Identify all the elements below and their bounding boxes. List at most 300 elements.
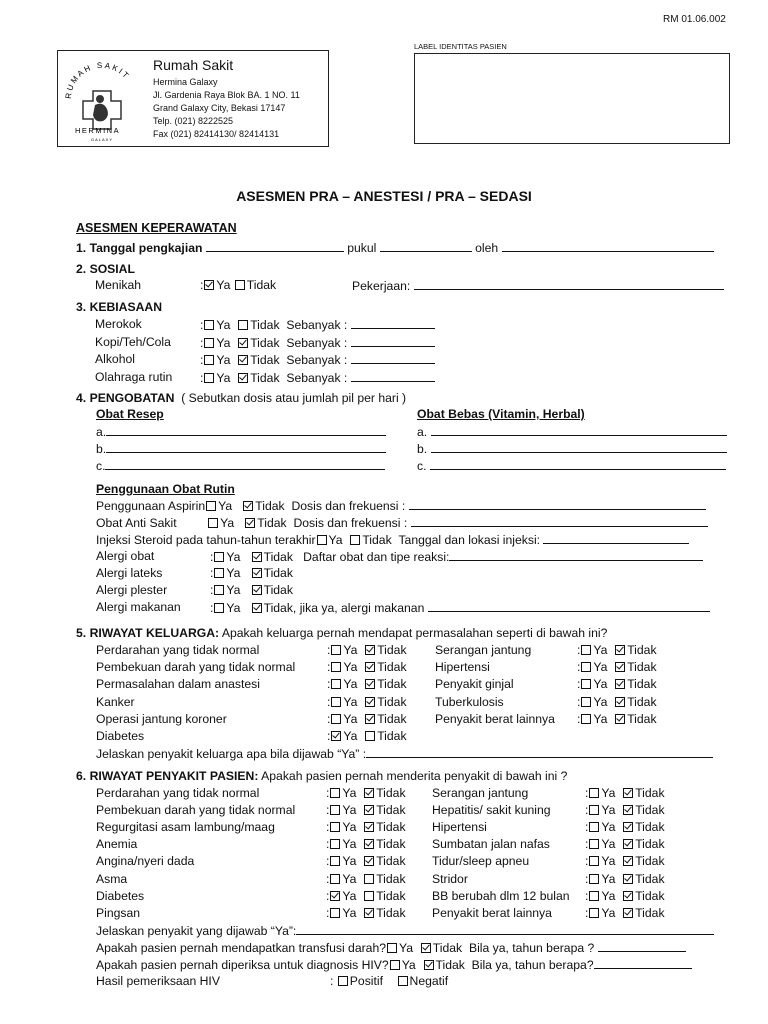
tidak-label: Tidak [376, 888, 406, 903]
keluarga-ya-checkbox[interactable] [581, 714, 591, 724]
keluarga-ya-checkbox[interactable] [581, 679, 591, 689]
keluarga-options: : Ya Tidak [577, 677, 657, 692]
keluarga-label: Tuberkulosis [435, 694, 504, 709]
tidak-label: Tidak [627, 660, 657, 675]
tidak-label: Tidak [263, 550, 293, 564]
ya-label: Ya [343, 729, 358, 743]
keluarga-label: Serangan jantung [435, 643, 532, 657]
keluarga-row [96, 694, 135, 710]
obat-resep-field[interactable] [106, 440, 386, 453]
pasien-options: : Ya Tidak [326, 905, 406, 920]
obat-bebas-field[interactable] [430, 457, 726, 470]
kebiasaan-row [95, 316, 142, 332]
keluarga-options: : Ya Tidak [577, 660, 657, 675]
keluarga-tidak-checkbox[interactable] [615, 662, 625, 672]
keluarga-label: Pembekuan darah yang tidak normal [96, 660, 296, 675]
pasien-tidak-checkbox[interactable] [364, 856, 374, 866]
aspirin-label: Penggunaan Aspirin [96, 499, 206, 513]
alergi-obat-options: : Ya Tidak Daftar obat dan tipe reaksi: [210, 548, 703, 565]
kebiasaan-ya-checkbox[interactable] [204, 320, 214, 330]
ya-label: Ya [343, 660, 358, 675]
s2-label: SOSIAL [89, 262, 135, 276]
tidak-label: Tidak [635, 803, 665, 818]
tidak-label: Tidak [377, 729, 407, 743]
pasien-options: : Ya Tidak [585, 786, 665, 800]
ya-label: Ya [342, 871, 357, 886]
rm-code: RM 01.06.002 [663, 14, 726, 25]
ya-label: Ya [601, 854, 616, 869]
tidak-label: Tidak [257, 516, 287, 530]
tidak-label: Tidak [376, 905, 406, 920]
pukul-field[interactable] [380, 239, 472, 252]
aspirin-dosis-field[interactable] [409, 497, 706, 510]
ya-label: Ya [343, 643, 358, 657]
ya-label: Ya [342, 820, 357, 835]
kebiasaan-label: Alkohol [95, 352, 135, 366]
row-tanggal [76, 239, 714, 256]
keluarga-ya-checkbox[interactable] [331, 714, 341, 724]
tidak-label: Tidak [376, 786, 406, 800]
keluarga-row [96, 728, 144, 744]
pasien-ya-checkbox[interactable] [330, 908, 340, 918]
menikah-ya-checkbox[interactable] [204, 280, 214, 290]
logo-brand-text: HERMINA [75, 126, 121, 135]
pasien-label: Hipertensi [432, 820, 487, 835]
kebiasaan-tidak-checkbox[interactable] [238, 320, 248, 330]
antisakit-label: Obat Anti Sakit [96, 516, 177, 530]
pasien-options: : Ya Tidak [585, 905, 665, 920]
pasien-options: : Ya Tidak [585, 871, 665, 886]
steroid-label: Injeksi Steroid pada tahun-tahun terakhir [96, 533, 316, 547]
s3-num: 3. [76, 300, 87, 314]
pasien-ya-checkbox[interactable] [330, 822, 340, 832]
antisakit-tidak-checkbox[interactable] [245, 518, 255, 528]
pasien-row [432, 905, 552, 921]
obat-resep-field[interactable] [105, 457, 385, 470]
s6-num: 6. [76, 769, 87, 783]
keluarga-tidak-checkbox[interactable] [365, 679, 375, 689]
s6-explain-label: Jelaskan penyakit yang dijawab “Ya”: [96, 924, 297, 938]
alergi-lateks-label: Alergi lateks [96, 566, 163, 580]
dosis-label: Dosis dan frekuensi : [291, 499, 406, 513]
s5-num: 5. [76, 626, 87, 640]
ya-label: Ya [216, 318, 231, 332]
tidak-label: Tidak [635, 820, 665, 835]
transfusi-label: Apakah pasien pernah mendapatkan transfusi darah? [96, 941, 386, 955]
ya-label: Ya [216, 278, 231, 292]
obat-resep-field[interactable] [106, 423, 386, 436]
pasien-label: Diabetes [96, 888, 145, 903]
pukul-label: pukul [347, 241, 377, 255]
keluarga-ya-checkbox[interactable] [581, 662, 591, 672]
pasien-ya-checkbox[interactable] [589, 788, 599, 798]
pasien-ya-checkbox[interactable] [330, 891, 340, 901]
patient-label-title: LABEL IDENTITAS PASIEN [414, 42, 507, 51]
item-letter: a. [417, 425, 428, 439]
item-letter: a. [96, 425, 107, 439]
tidak-label: Tidak [635, 837, 665, 852]
transfusi-ya-checkbox[interactable] [387, 943, 397, 953]
s4-note: ( Sebutkan dosis atau jumlah pil per hari ) [181, 391, 407, 405]
pasien-row [432, 819, 487, 835]
keluarga-row [96, 676, 260, 692]
ya-label: Ya [593, 694, 608, 709]
daftar-field[interactable] [449, 548, 703, 561]
keluarga-row [435, 642, 531, 658]
pasien-tidak-checkbox[interactable] [364, 805, 374, 815]
sebanyak-field[interactable] [351, 369, 435, 382]
tanggal-field[interactable] [206, 239, 344, 252]
tahun1-label: Bila ya, tahun berapa ? [468, 941, 595, 955]
keluarga-options: : Ya Tidak [327, 643, 407, 657]
tidak-label: Tidak [635, 888, 665, 903]
pasien-label: Sumbatan jalan nafas [432, 837, 550, 852]
keluarga-tidak-checkbox[interactable] [615, 645, 625, 655]
ya-label: Ya [216, 370, 231, 385]
pasien-tidak-checkbox[interactable] [364, 874, 374, 884]
keluarga-options: : Ya Tidak [327, 677, 407, 692]
tidak-label: Tidak [376, 871, 406, 886]
pasien-ya-checkbox[interactable] [330, 874, 340, 884]
sebanyak-field[interactable] [351, 334, 435, 347]
kebiasaan-ya-checkbox[interactable] [204, 338, 214, 348]
hospital-header-box [57, 50, 329, 147]
aspirin-row [96, 497, 706, 514]
makanan-tidak-checkbox[interactable] [252, 603, 262, 613]
pasien-label: Pingsan [96, 905, 141, 920]
menikah-label: Menikah [95, 278, 142, 292]
sebanyak-field[interactable] [351, 351, 435, 364]
keluarga-label: Penyakit berat lainnya [435, 711, 555, 726]
pekerjaan-field[interactable] [414, 277, 724, 290]
makanan-tidak-label: Tidak, jika ya, alergi makanan [263, 601, 425, 615]
pasien-tidak-checkbox[interactable] [623, 891, 633, 901]
pasien-options: : Ya Tidak [585, 837, 665, 852]
tidak-label: Tidak [377, 677, 407, 692]
pasien-tidak-checkbox[interactable] [364, 788, 374, 798]
menikah-options: : Ya Tidak [200, 278, 277, 292]
pekerjaan-label: Pekerjaan: [352, 279, 411, 293]
keluarga-label: Penyakit ginjal [435, 677, 514, 692]
keluarga-ya-checkbox[interactable] [331, 645, 341, 655]
dosis-label: Dosis dan frekuensi : [293, 516, 408, 530]
pasien-row [96, 871, 127, 887]
pasien-tidak-checkbox[interactable] [364, 891, 374, 901]
pasien-label: Pembekuan darah yang tidak normal [96, 803, 296, 818]
keluarga-ya-checkbox[interactable] [581, 697, 591, 707]
pasien-ya-checkbox[interactable] [589, 908, 599, 918]
ya-label: Ya [226, 601, 241, 615]
pasien-tidak-checkbox[interactable] [364, 908, 374, 918]
ya-label: Ya [342, 905, 357, 920]
keluarga-options: : Ya Tidak [577, 643, 657, 657]
pasien-label: Anemia [96, 837, 138, 852]
kebiasaan-options: : Ya Tidak Sebanyak : [200, 334, 435, 351]
kebiasaan-ya-checkbox[interactable] [204, 355, 214, 365]
transfusi-row [96, 939, 686, 956]
kebiasaan-row [95, 369, 172, 385]
alergi-lateks-options: : Ya Tidak [210, 566, 293, 580]
pasien-ya-checkbox[interactable] [330, 839, 340, 849]
s6-explain-field[interactable] [296, 922, 714, 935]
kebiasaan-tidak-checkbox[interactable] [238, 338, 248, 348]
tidak-label: Tidak [250, 318, 280, 332]
pasien-ya-checkbox[interactable] [330, 788, 340, 798]
s4-label: PENGOBATAN [89, 391, 175, 405]
s5-explain-field[interactable] [366, 745, 713, 758]
pasien-tidak-checkbox[interactable] [623, 839, 633, 849]
ya-label: Ya [342, 786, 357, 800]
pasien-ya-checkbox[interactable] [589, 839, 599, 849]
pasien-row [432, 871, 468, 887]
pasien-label: Regurgitasi asam lambung/maag [96, 820, 275, 835]
keluarga-label: Perdarahan yang tidak normal [96, 643, 260, 657]
kebiasaan-ya-checkbox[interactable] [204, 373, 214, 383]
ya-label: Ya [342, 803, 357, 818]
pasien-label: Hepatitis/ sakit kuning [432, 803, 551, 818]
keluarga-options: : Ya Tidak [327, 660, 407, 675]
tidak-label: Tidak [376, 854, 406, 869]
hospital-name: Rumah Sakit [153, 57, 234, 73]
lateks-tidak-checkbox[interactable] [252, 568, 262, 578]
pasien-tidak-checkbox[interactable] [623, 805, 633, 815]
pasien-ya-checkbox[interactable] [589, 874, 599, 884]
pasien-options: : Ya Tidak [326, 871, 406, 886]
s2-heading [76, 261, 135, 277]
tidak-label: Tidak [377, 660, 407, 675]
pasien-ya-checkbox[interactable] [330, 805, 340, 815]
sebanyak-field[interactable] [351, 316, 435, 329]
positif-label: Positif [349, 974, 383, 988]
ya-label: Ya [593, 677, 608, 692]
transfusi-tidak-checkbox[interactable] [421, 943, 431, 953]
pasien-tidak-checkbox[interactable] [623, 874, 633, 884]
keluarga-tidak-checkbox[interactable] [365, 731, 375, 741]
tidak-label: Tidak [635, 786, 665, 800]
obat-bebas-item [417, 457, 726, 474]
pasien-tidak-checkbox[interactable] [623, 856, 633, 866]
hiv-ya-checkbox[interactable] [390, 960, 400, 970]
s2-num: 2. [76, 262, 87, 276]
s6-heading [76, 768, 567, 784]
keluarga-row [96, 711, 227, 727]
keluarga-tidak-checkbox[interactable] [365, 714, 375, 724]
hospital-address1: Jl. Gardenia Raya Blok BA. 1 NO. 11 [153, 90, 300, 100]
plester-ya-checkbox[interactable] [214, 585, 224, 595]
keluarga-row [96, 659, 295, 675]
keluarga-options: : Ya Tidak [577, 694, 657, 709]
s4-heading [76, 390, 406, 406]
makanan-ya-checkbox[interactable] [214, 603, 224, 613]
pasien-options: : Ya Tidak [585, 820, 665, 835]
keluarga-row [435, 711, 555, 727]
ya-label: Ya [593, 643, 608, 657]
alergi-obat-tidak-checkbox[interactable] [252, 552, 262, 562]
kebiasaan-label: Olahraga rutin [95, 369, 173, 384]
s5-question: Apakah keluarga pernah mendapat permasalahan seperti di bawah ini? [221, 626, 608, 640]
keluarga-tidak-checkbox[interactable] [365, 645, 375, 655]
tidak-label: Tidak [635, 854, 665, 869]
item-letter: c. [417, 459, 427, 473]
pasien-options: : Ya Tidak [326, 837, 406, 852]
ya-label: Ya [601, 871, 616, 886]
kebiasaan-tidak-checkbox[interactable] [238, 355, 248, 365]
pasien-options: : Ya Tidak [326, 786, 406, 800]
aspirin-ya-checkbox[interactable] [206, 501, 216, 511]
keluarga-ya-checkbox[interactable] [331, 662, 341, 672]
ya-label: Ya [328, 533, 343, 547]
hasil-hiv-options: : Positif Negatif [330, 974, 449, 988]
obat-resep-item [96, 423, 386, 440]
keluarga-tidak-checkbox[interactable] [615, 697, 625, 707]
keluarga-tidak-checkbox[interactable] [615, 679, 625, 689]
tidak-label: Tidak [250, 335, 280, 350]
obat-rutin-heading: Penggunaan Obat Rutin [96, 482, 235, 496]
keluarga-tidak-checkbox[interactable] [365, 662, 375, 672]
page-title: ASESMEN PRA – ANESTESI / PRA – SEDASI [236, 188, 532, 204]
menikah-tidak-checkbox[interactable] [235, 280, 245, 290]
tidak-label: Tidak [435, 958, 465, 972]
s5-explain-row [96, 745, 713, 762]
plester-tidak-checkbox[interactable] [252, 585, 262, 595]
hiv-tidak-checkbox[interactable] [424, 960, 434, 970]
kebiasaan-tidak-checkbox[interactable] [238, 373, 248, 383]
keluarga-options: : Ya Tidak [327, 711, 407, 726]
daftar-label: Daftar obat dan tipe reaksi: [303, 550, 450, 564]
keluarga-ya-checkbox[interactable] [331, 731, 341, 741]
lateks-ya-checkbox[interactable] [214, 568, 224, 578]
pasien-label: Serangan jantung [432, 786, 529, 800]
hasil-hiv-label: Hasil pemeriksaan HIV [96, 974, 220, 988]
tidak-label: Tidak [246, 278, 277, 292]
pasien-options: : Ya Tidak [585, 854, 665, 869]
steroid-lokasi-field[interactable] [543, 531, 689, 544]
antisakit-ya-checkbox[interactable] [208, 518, 218, 528]
pasien-row [96, 819, 275, 835]
pasien-tidak-checkbox[interactable] [364, 839, 374, 849]
kebiasaan-label: Kopi/Teh/Cola [95, 334, 171, 349]
s3-label: KEBIASAAN [89, 300, 163, 314]
kebiasaan-label: Merokok [95, 317, 142, 331]
alergi-plester-label: Alergi plester [96, 583, 168, 597]
ya-label: Ya [601, 786, 616, 800]
ya-label: Ya [593, 660, 608, 675]
ya-label: Ya [593, 711, 608, 726]
pasien-ya-checkbox[interactable] [330, 856, 340, 866]
pasien-ya-checkbox[interactable] [589, 822, 599, 832]
tidak-label: Tidak [432, 941, 463, 955]
ya-label: Ya [601, 837, 616, 852]
tidak-label: Tidak [263, 583, 293, 597]
keluarga-tidak-checkbox[interactable] [615, 714, 625, 724]
s5-heading [76, 625, 607, 641]
pasien-label: Stridor [432, 871, 468, 886]
ya-label: Ya [216, 353, 231, 367]
pasien-options: : Ya Tidak [326, 803, 406, 818]
keluarga-options: : Ya Tidak [577, 711, 657, 726]
item-letter: b. [96, 442, 107, 456]
steroid-tidak-checkbox[interactable] [350, 535, 360, 545]
s4-num: 4. [76, 391, 87, 405]
positif-checkbox[interactable] [338, 976, 348, 986]
keluarga-options: : Ya Tidak [327, 694, 407, 709]
hospital-fax: Fax (021) 82414130/ 82414131 [153, 129, 280, 139]
tahun2-field[interactable] [594, 956, 692, 969]
pasien-ya-checkbox[interactable] [589, 856, 599, 866]
antisakit-dosis-field[interactable] [411, 514, 708, 527]
s5-explain-label: Jelaskan penyakit keluarga apa bila dijawab “Ya” : [96, 747, 367, 761]
tidak-label: Tidak [635, 871, 665, 886]
hospital-logo [63, 53, 141, 143]
keluarga-ya-checkbox[interactable] [331, 697, 341, 707]
sebanyak-label: Sebanyak : [286, 370, 348, 385]
pasien-row [96, 853, 194, 869]
pasien-label: Tidur/sleep apneu [432, 854, 530, 869]
pasien-label: Angina/nyeri dada [96, 854, 195, 869]
tidak-label: Tidak [376, 803, 406, 818]
obat-bebas-item [417, 440, 727, 457]
sebanyak-label: Sebanyak : [286, 335, 348, 350]
tidak-label: Tidak [250, 370, 280, 385]
pasien-row [96, 785, 259, 801]
steroid-ya-checkbox[interactable] [317, 535, 327, 545]
tahun1-field[interactable] [598, 939, 686, 952]
pasien-label: BB berubah dlm 12 bulan [432, 888, 570, 903]
keluarga-tidak-checkbox[interactable] [365, 697, 375, 707]
tidak-label: Tidak [627, 711, 657, 726]
makanan-field[interactable] [428, 599, 710, 612]
obat-resep-heading: Obat Resep [96, 407, 164, 421]
alergi-obat-ya-checkbox[interactable] [214, 552, 224, 562]
pasien-row [432, 785, 528, 801]
tidak-label: Tidak [250, 353, 280, 367]
pasien-tidak-checkbox[interactable] [623, 908, 633, 918]
svg-text:RUMAH SAKIT [64, 61, 132, 99]
obat-bebas-field[interactable] [431, 440, 727, 453]
negatif-checkbox[interactable] [398, 976, 408, 986]
ya-label: Ya [342, 888, 357, 903]
s6-label: RIWAYAT PENYAKIT PASIEN: [89, 769, 259, 783]
ya-label: Ya [342, 837, 357, 852]
keluarga-options: : Ya Tidak [327, 729, 407, 743]
pasien-label: Asma [96, 871, 128, 886]
tidak-label: Tidak [377, 694, 407, 709]
ya-label: Ya [601, 820, 616, 835]
pasien-row [96, 836, 137, 852]
pasien-ya-checkbox[interactable] [589, 891, 599, 901]
keluarga-ya-checkbox[interactable] [331, 679, 341, 689]
tidak-label: Tidak [627, 694, 657, 709]
hospital-branch: Hermina Galaxy [153, 77, 218, 87]
negatif-label: Negatif [409, 974, 449, 988]
ya-label: Ya [343, 711, 358, 726]
kebiasaan-options: : Ya Tidak Sebanyak : [200, 351, 435, 368]
oleh-field[interactable] [502, 239, 714, 252]
pasien-tidak-checkbox[interactable] [623, 788, 633, 798]
keluarga-ya-checkbox[interactable] [581, 645, 591, 655]
hospital-phone: Telp. (021) 8222525 [153, 116, 234, 126]
tidak-label: Tidak [377, 643, 407, 657]
obat-bebas-field[interactable] [431, 423, 727, 436]
s6-explain-row [96, 922, 714, 939]
aspirin-tidak-checkbox[interactable] [243, 501, 253, 511]
pasien-tidak-checkbox[interactable] [623, 822, 633, 832]
pasien-ya-checkbox[interactable] [589, 805, 599, 815]
pasien-tidak-checkbox[interactable] [364, 822, 374, 832]
obat-resep-item [96, 440, 386, 457]
tidak-label: Tidak [627, 643, 657, 657]
hiv-label: Apakah pasien pernah diperiksa untuk diagnosis HIV? [96, 958, 389, 972]
